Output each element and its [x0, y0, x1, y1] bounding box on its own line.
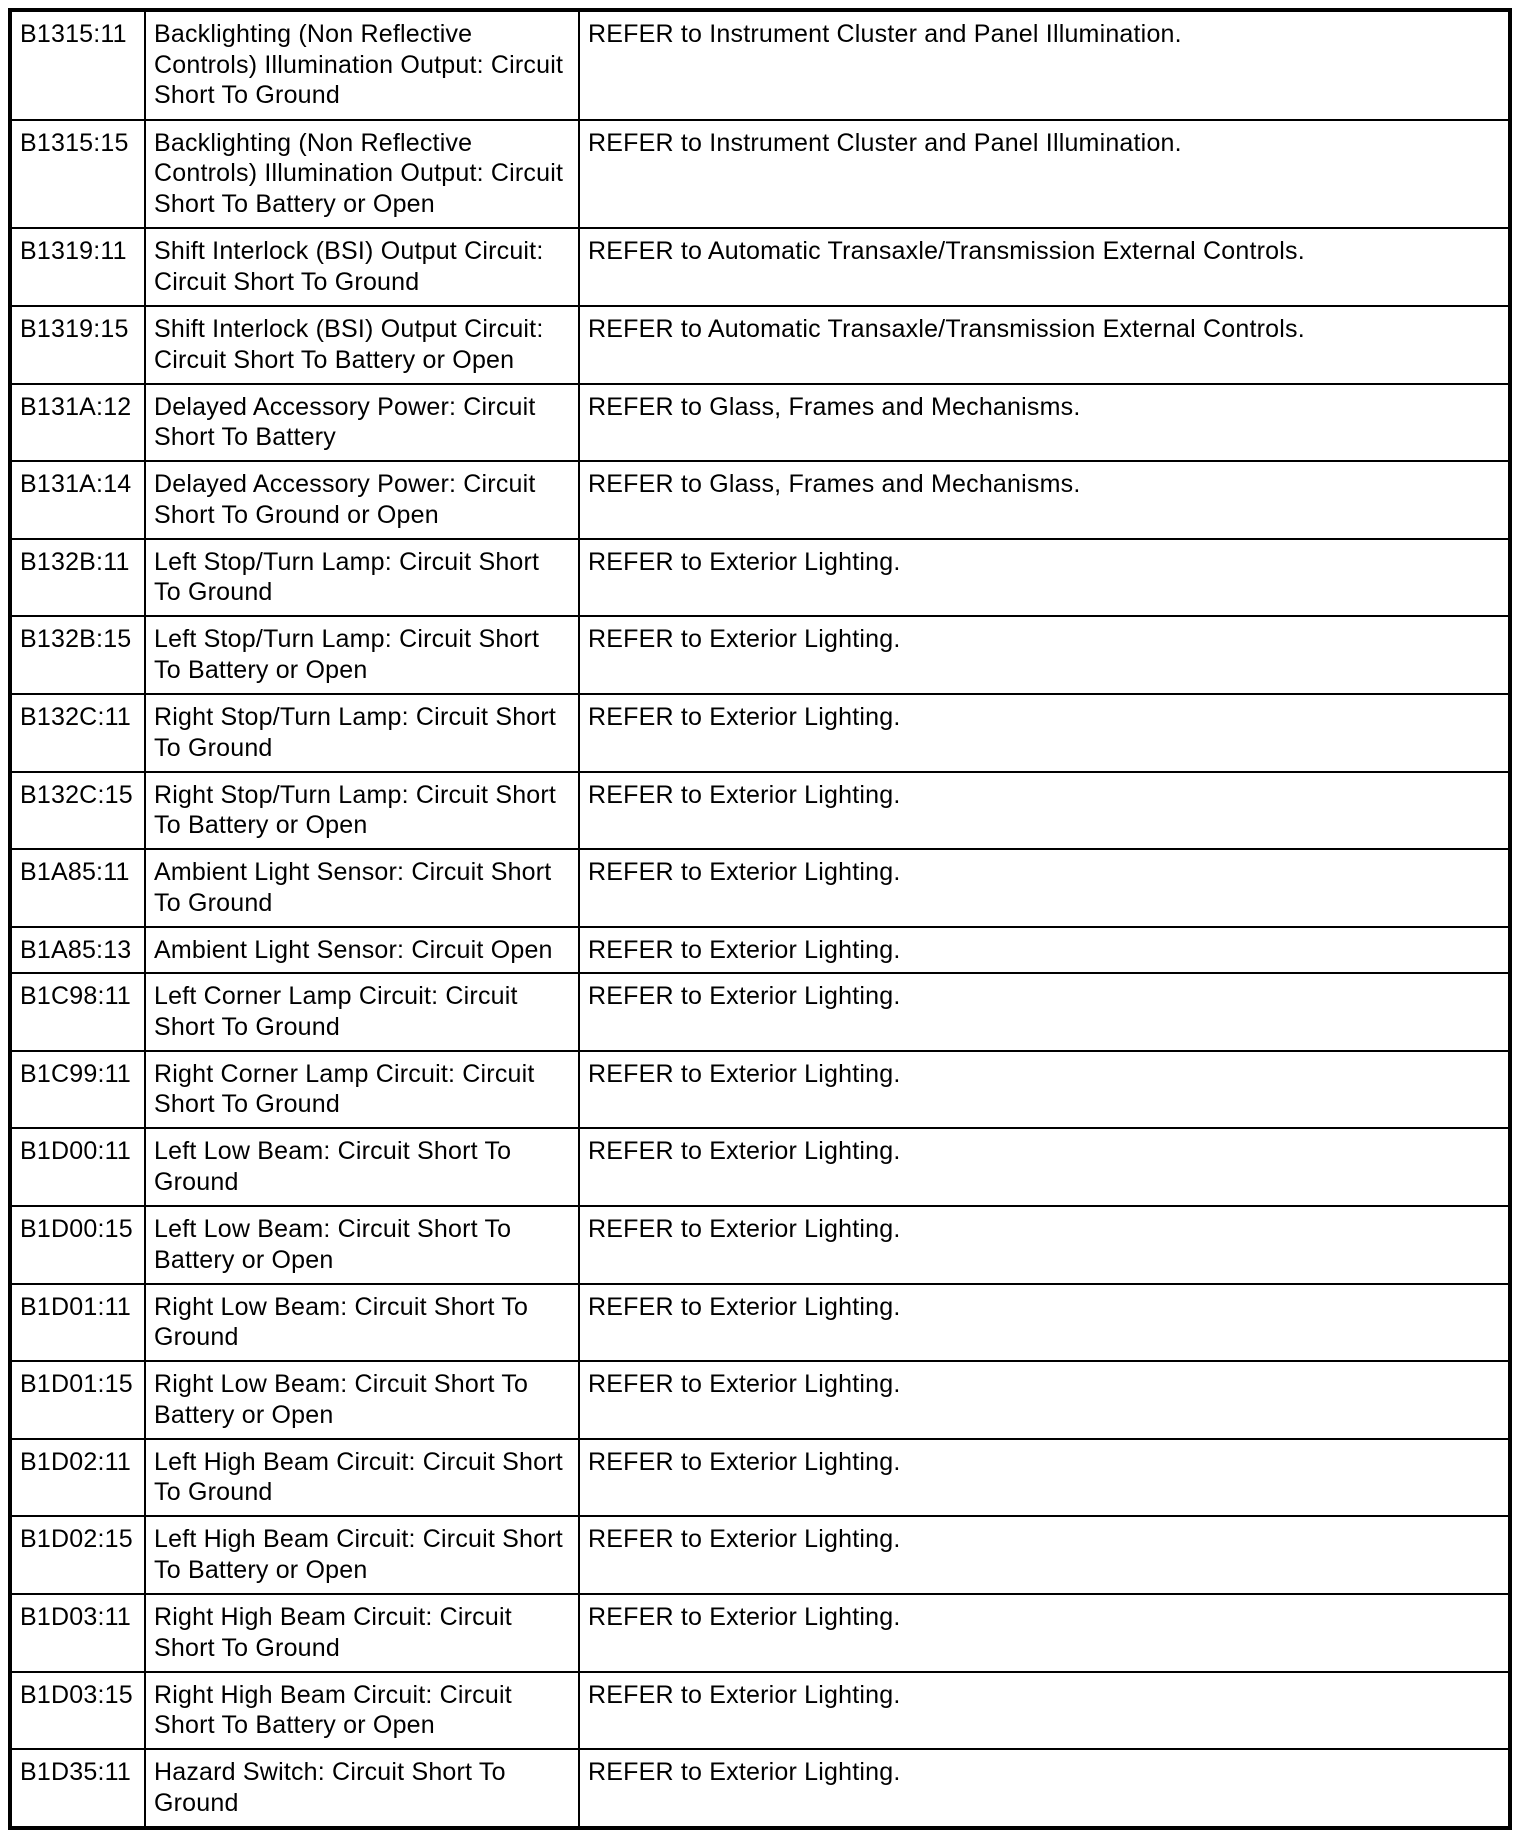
- table-row: [12, 849, 1508, 927]
- dtc-code-cell: B1A85:13: [12, 927, 145, 973]
- dtc-code-cell: B1C99:11: [12, 1051, 145, 1129]
- dtc-code-cell: B1D03:15: [12, 1672, 145, 1750]
- dtc-code-cell: B1315:11: [12, 12, 145, 120]
- dtc-action-cell: REFER to Exterior Lighting.: [579, 1516, 1508, 1594]
- dtc-action-cell: REFER to Exterior Lighting.: [579, 1439, 1508, 1517]
- table-row: [12, 1516, 1508, 1594]
- dtc-description-cell: Hazard Switch: Circuit Short To Ground: [145, 1749, 579, 1826]
- table-row: [12, 616, 1508, 694]
- table-row: [12, 694, 1508, 772]
- dtc-code-cell: B1315:15: [12, 120, 145, 229]
- dtc-action-cell: REFER to Automatic Transaxle/Transmission External Controls.: [579, 228, 1508, 306]
- table-row: [12, 1594, 1508, 1672]
- dtc-table-body: [12, 12, 1508, 1826]
- dtc-description-cell: Left Low Beam: Circuit Short To Battery or Open: [145, 1206, 579, 1284]
- table-row: [12, 927, 1508, 973]
- table-row: [12, 1128, 1508, 1206]
- dtc-action-cell: REFER to Exterior Lighting.: [579, 1051, 1508, 1129]
- table-row: [12, 539, 1508, 617]
- dtc-action-cell: REFER to Exterior Lighting.: [579, 1128, 1508, 1206]
- dtc-code-cell: B1D35:11: [12, 1749, 145, 1826]
- dtc-code-cell: B1319:15: [12, 306, 145, 384]
- dtc-code-cell: B131A:14: [12, 461, 145, 539]
- table-row: [12, 12, 1508, 120]
- table-row: [12, 306, 1508, 384]
- dtc-description-cell: Right Stop/Turn Lamp: Circuit Short To Battery or Open: [145, 772, 579, 850]
- dtc-code-cell: B1D00:11: [12, 1128, 145, 1206]
- dtc-description-cell: Ambient Light Sensor: Circuit Short To Ground: [145, 849, 579, 927]
- dtc-code-cell: B132B:11: [12, 539, 145, 617]
- dtc-description-cell: Left High Beam Circuit: Circuit Short To Battery or Open: [145, 1516, 579, 1594]
- dtc-code-cell: B132C:11: [12, 694, 145, 772]
- dtc-action-cell: REFER to Exterior Lighting.: [579, 772, 1508, 850]
- dtc-action-cell: REFER to Exterior Lighting.: [579, 1594, 1508, 1672]
- table-row: [12, 1206, 1508, 1284]
- dtc-code-cell: B1A85:11: [12, 849, 145, 927]
- dtc-reference-table-frame: [8, 8, 1512, 1830]
- dtc-action-cell: REFER to Exterior Lighting.: [579, 1672, 1508, 1750]
- dtc-code-cell: B1C98:11: [12, 973, 145, 1051]
- dtc-action-cell: REFER to Automatic Transaxle/Transmission External Controls.: [579, 306, 1508, 384]
- dtc-code-cell: B1319:11: [12, 228, 145, 306]
- table-row: [12, 1672, 1508, 1750]
- dtc-action-cell: REFER to Instrument Cluster and Panel Illumination.: [579, 120, 1508, 229]
- table-row: [12, 228, 1508, 306]
- dtc-description-cell: Delayed Accessory Power: Circuit Short To Ground or Open: [145, 461, 579, 539]
- dtc-action-cell: REFER to Exterior Lighting.: [579, 1749, 1508, 1826]
- dtc-description-cell: Delayed Accessory Power: Circuit Short To Battery: [145, 384, 579, 462]
- dtc-code-cell: B132C:15: [12, 772, 145, 850]
- dtc-code-cell: B1D01:11: [12, 1284, 145, 1362]
- table-row: [12, 1284, 1508, 1362]
- dtc-action-cell: REFER to Exterior Lighting.: [579, 973, 1508, 1051]
- dtc-action-cell: REFER to Exterior Lighting.: [579, 1361, 1508, 1439]
- dtc-description-cell: Left High Beam Circuit: Circuit Short To Ground: [145, 1439, 579, 1517]
- dtc-action-cell: REFER to Exterior Lighting.: [579, 539, 1508, 617]
- dtc-code-cell: B1D01:15: [12, 1361, 145, 1439]
- dtc-description-cell: Left Low Beam: Circuit Short To Ground: [145, 1128, 579, 1206]
- table-row: [12, 772, 1508, 850]
- dtc-description-cell: Shift Interlock (BSI) Output Circuit: Circuit Short To Ground: [145, 228, 579, 306]
- table-row: [12, 1749, 1508, 1826]
- table-row: [12, 384, 1508, 462]
- dtc-description-cell: Left Stop/Turn Lamp: Circuit Short To Battery or Open: [145, 616, 579, 694]
- dtc-action-cell: REFER to Glass, Frames and Mechanisms.: [579, 384, 1508, 462]
- table-row: [12, 1051, 1508, 1129]
- table-row: [12, 973, 1508, 1051]
- dtc-action-cell: REFER to Exterior Lighting.: [579, 616, 1508, 694]
- dtc-action-cell: REFER to Instrument Cluster and Panel Illumination.: [579, 12, 1508, 120]
- table-row: [12, 1439, 1508, 1517]
- dtc-action-cell: REFER to Exterior Lighting.: [579, 849, 1508, 927]
- dtc-description-cell: Shift Interlock (BSI) Output Circuit: Circuit Short To Battery or Open: [145, 306, 579, 384]
- dtc-description-cell: Right High Beam Circuit: Circuit Short To Ground: [145, 1594, 579, 1672]
- dtc-description-cell: Backlighting (Non Reflective Controls) Illumination Output: Circuit Short To Battery or Open: [145, 120, 579, 229]
- dtc-description-cell: Right High Beam Circuit: Circuit Short To Battery or Open: [145, 1672, 579, 1750]
- dtc-code-cell: B1D02:11: [12, 1439, 145, 1517]
- table-row: [12, 461, 1508, 539]
- dtc-code-cell: B1D02:15: [12, 1516, 145, 1594]
- dtc-description-cell: Right Low Beam: Circuit Short To Battery or Open: [145, 1361, 579, 1439]
- dtc-description-cell: Backlighting (Non Reflective Controls) Illumination Output: Circuit Short To Ground: [145, 12, 579, 120]
- table-row: [12, 1361, 1508, 1439]
- dtc-description-cell: Left Stop/Turn Lamp: Circuit Short To Ground: [145, 539, 579, 617]
- dtc-description-cell: Right Corner Lamp Circuit: Circuit Short To Ground: [145, 1051, 579, 1129]
- dtc-description-cell: Left Corner Lamp Circuit: Circuit Short To Ground: [145, 973, 579, 1051]
- dtc-action-cell: REFER to Exterior Lighting.: [579, 694, 1508, 772]
- dtc-description-cell: Right Low Beam: Circuit Short To Ground: [145, 1284, 579, 1362]
- dtc-code-cell: B131A:12: [12, 384, 145, 462]
- dtc-action-cell: REFER to Exterior Lighting.: [579, 1284, 1508, 1362]
- dtc-code-cell: B132B:15: [12, 616, 145, 694]
- dtc-action-cell: REFER to Exterior Lighting.: [579, 927, 1508, 973]
- dtc-description-cell: Ambient Light Sensor: Circuit Open: [145, 927, 579, 973]
- table-row: [12, 120, 1508, 229]
- dtc-code-cell: B1D03:11: [12, 1594, 145, 1672]
- dtc-action-cell: REFER to Glass, Frames and Mechanisms.: [579, 461, 1508, 539]
- dtc-code-cell: B1D00:15: [12, 1206, 145, 1284]
- dtc-action-cell: REFER to Exterior Lighting.: [579, 1206, 1508, 1284]
- dtc-description-cell: Right Stop/Turn Lamp: Circuit Short To Ground: [145, 694, 579, 772]
- dtc-reference-table: [12, 12, 1508, 1826]
